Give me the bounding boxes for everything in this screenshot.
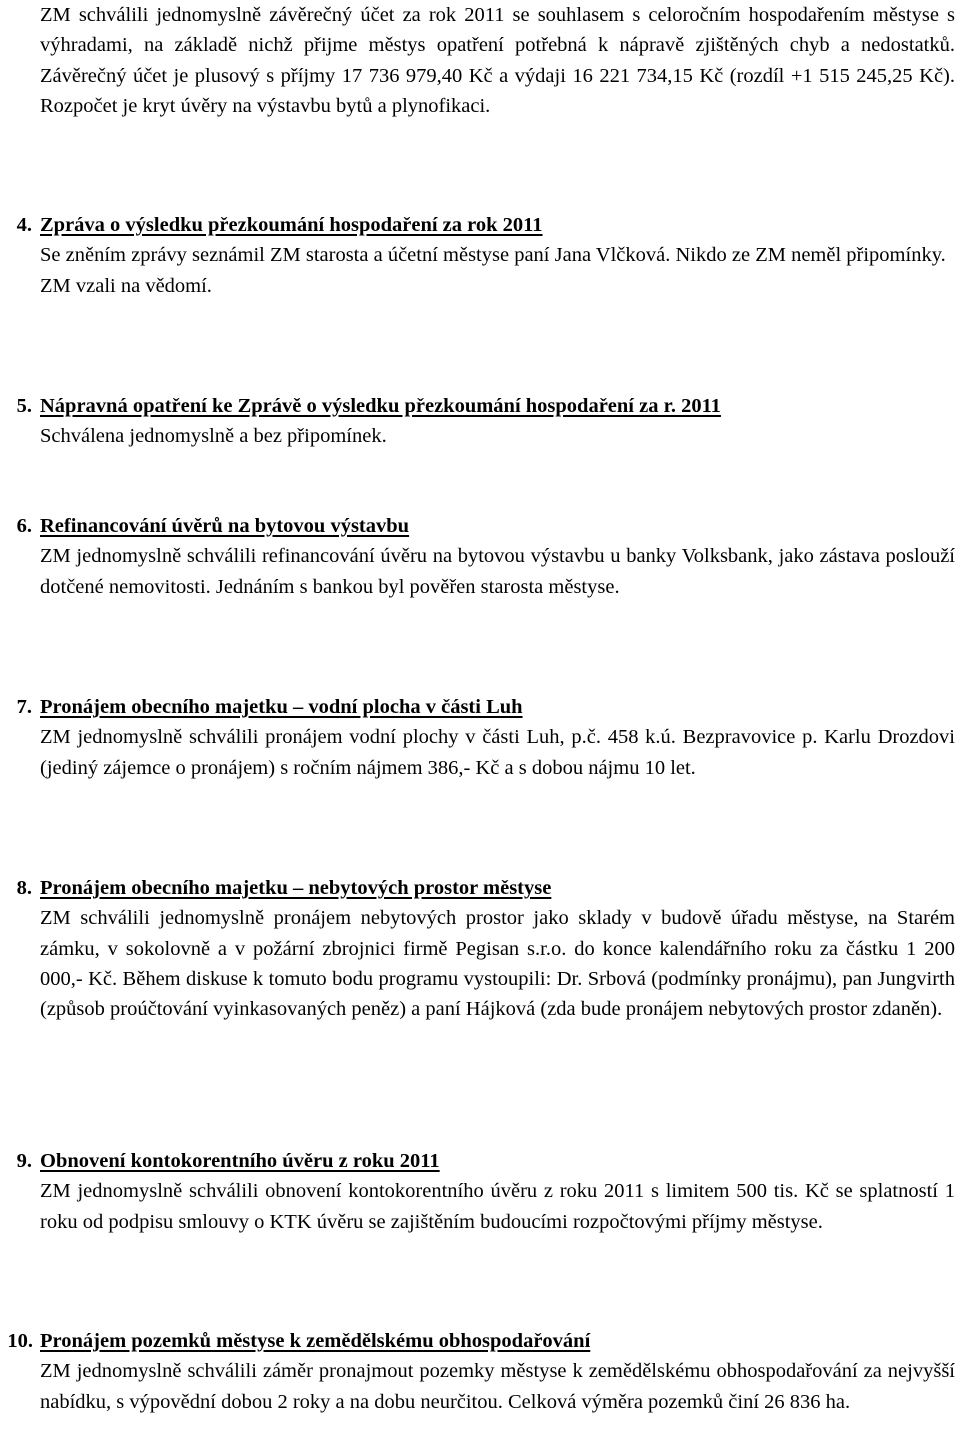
section-number: 10. xyxy=(7,1330,33,1352)
section-heading xyxy=(16,1146,955,1176)
section-4 xyxy=(16,210,955,301)
section-6 xyxy=(16,511,955,602)
section-text: ZM jednomyslně schválili refinancování úvěru na bytovou výstavbu u banky Volksbank, jako zástava poslouží dotčené nemovitosti. Jednáním s bankou byl pověřen starosta městyse. xyxy=(40,545,955,598)
section-number: 4. xyxy=(16,214,32,236)
section-number: 8. xyxy=(16,877,32,899)
section-number: 7. xyxy=(16,696,32,718)
section-heading xyxy=(16,692,955,722)
section-title: Pronájem obecního majetku – vodní plocha v části Luh xyxy=(40,696,523,718)
section-note: ZM vzali na vědomí. xyxy=(40,274,212,297)
section-text: Schválena jednomyslně a bez připomínek. xyxy=(40,425,387,448)
section-text: ZM schválili jednomyslně pronájem nebytových prostor jako sklady v budově úřadu městyse, na Starém zámku, v sokolovně a v požární zbrojnici firmě Pegisan s.r.o. do konce kalendářního roku za částku 1 200 000,- Kč. Během diskuse k tomuto bodu programu vystoupili: Dr. Srbová (podmínky pronájmu), pan Jungvirth (způsob proúčtování vyinkasovaných peněz) a paní Hájková (zda bude pronájem nebytových prostor zdaněn). xyxy=(40,907,955,1021)
section-text: Se zněním zprávy seznámil ZM starosta a účetní městyse paní Jana Vlčková. Nikdo ze ZM neměl připomínky. xyxy=(40,244,946,267)
section-heading xyxy=(16,391,955,421)
section-5 xyxy=(16,391,955,452)
section-title: Refinancování úvěrů na bytovou výstavbu xyxy=(40,515,410,537)
intro-paragraph xyxy=(40,0,955,121)
intro-text: ZM schválili jednomyslně závěrečný účet za rok 2011 se souhlasem s celoročním hospodařením městyse s výhradami, na základě nichž přijme městys opatření potřebná k nápravě zjištěných chyb a nedostatků. Závěrečný účet je plusový s příjmy 17 736 979,40 Kč a výdaji 16 221 734,15 Kč (rozdíl +1 515 245,25 Kč). Rozpočet je kryt úvěry na výstavbu bytů a plynofikaci. xyxy=(40,4,955,117)
section-heading xyxy=(16,873,955,903)
section-10 xyxy=(7,1326,955,1417)
section-text: ZM jednomyslně schválili záměr pronajmout pozemky městyse k zemědělskému obhospodařování za nejvyšší nabídku, s výpovědní dobou 2 roky a na dobu neurčitou. Celková výměra pozemků činí 26 836 ha. xyxy=(40,1360,955,1413)
section-title: Zpráva o výsledku přezkoumání hospodaření za rok 2011 xyxy=(40,214,543,236)
section-heading xyxy=(16,210,955,240)
section-text: ZM jednomyslně schválili pronájem vodní plochy v části Luh, p.č. 458 k.ú. Bezpravovice p. Karlu Drozdovi (jediný zájemce o pronájem) s ročním nájmem 386,- Kč a s dobou nájmu 10 let. xyxy=(40,726,955,779)
section-heading xyxy=(7,1326,955,1356)
section-number: 6. xyxy=(16,515,32,537)
section-8 xyxy=(16,873,955,1024)
section-9 xyxy=(16,1146,955,1237)
section-7 xyxy=(16,692,955,783)
section-number: 5. xyxy=(16,395,32,417)
section-title: Nápravná opatření ke Zprávě o výsledku přezkoumání hospodaření za r. 2011 xyxy=(40,395,721,417)
section-heading xyxy=(16,511,955,541)
section-title: Pronájem obecního majetku – nebytových prostor městyse xyxy=(40,877,552,899)
section-number: 9. xyxy=(16,1150,32,1172)
section-title: Obnovení kontokorentního úvěru z roku 2011 xyxy=(40,1150,440,1172)
section-title: Pronájem pozemků městyse k zemědělskému obhospodařování xyxy=(40,1330,591,1352)
section-text: ZM jednomyslně schválili obnovení kontokorentního úvěru z roku 2011 s limitem 500 tis. Kč se splatností 1 roku od podpisu smlouvy o KTK úvěru se zajištěním budoucími rozpočtovými příjmy městyse. xyxy=(40,1180,955,1233)
